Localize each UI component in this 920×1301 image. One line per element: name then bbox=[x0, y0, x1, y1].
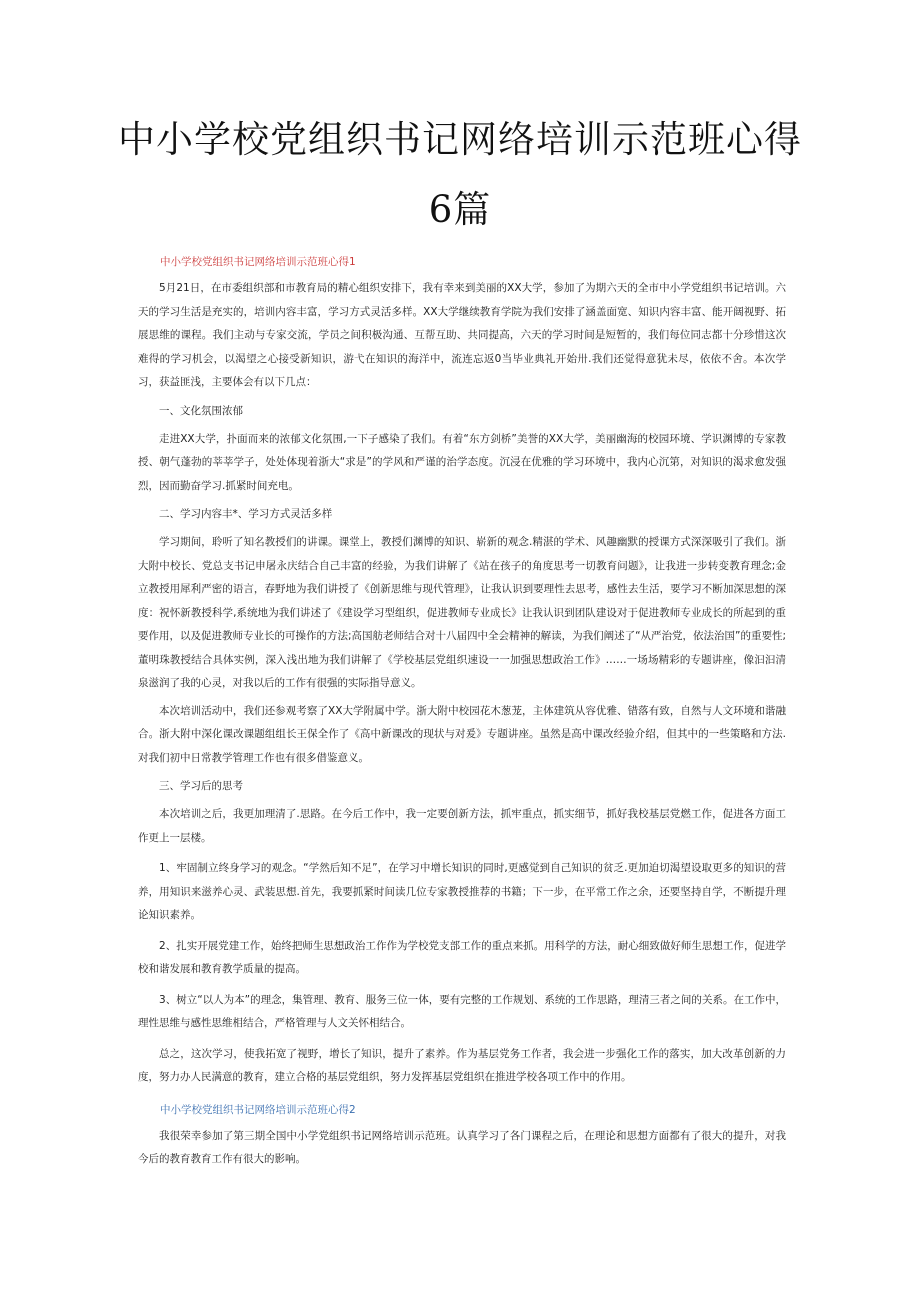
document-title-count: 6篇 bbox=[428, 188, 492, 231]
paragraph: 本次培训活动中，我们还参观考察了XX大学附属中学。浙大附中校园花木葱茏，主体建筑从容优雅、错落有致，自然与人文环境和谐融合。浙大附中深化课改课题组组长王保全作了《高中新课改的现状与对爰》专题讲座。虽然是高中课改经验介绍，但其中的一些策略和方法.对我们初中日常教学管理工作也有很多借鉴意义。 bbox=[138, 704, 786, 764]
document-body bbox=[138, 249, 786, 1172]
section-1-link[interactable]: 中小学校党组织书记网络培训示范班心得1 bbox=[160, 256, 356, 268]
paragraph: 本次培训之后，我更加理清了.思路。在今后工作中，我一定要创新方法，抓牢重点，抓实细节，抓好我校基层党燃工作，促进各方面工作更上一层楼。 bbox=[138, 808, 786, 844]
paragraph: 我很荣幸参加了第三期全国中小学党组织书记网络培训示范班。认真学习了各门课程之后，在理论和思想方面都有了很大的提升，对我今后的教育教育工作有很大的影响。 bbox=[138, 1129, 786, 1165]
section-heading: 二、学习内容丰*、学习方式灵活多样 bbox=[159, 508, 333, 520]
paragraph: 总之，这次学习，使我拓宽了视野，增长了知识，提升了素养。作为基层党务工作者，我会进一步强化工作的落实，加大改革创新的力度，努力办人民满意的教育，建立合格的基层党组织，努力发挥基层党组织在推进学校各项工作中的作用。 bbox=[138, 1047, 786, 1083]
paragraph: 走进XX大学，扑面而来的浓郁文化氛围,一下子感染了我们。有着“东方剑桥”美誉的XX大学，美丽幽海的校园环境、学识渊博的专家教授、朝气蓬勃的莘莘学子，处处体现着浙大“求是”的学风和严谨的治学态度。沉浸在优雅的学习环境中，我内心沉第，对知识的渴求愈发强烈，因而勤奋学习.抓紧时间充电。 bbox=[138, 432, 786, 492]
document-title: 中小学校党组织书记网络培训示范班心得 bbox=[118, 118, 802, 161]
paragraph: 2、扎实开展党建工作，始终把师生思想政治工作作为学校党支部工作的重点来抓。用科学的方法，耐心细致做好师生思想工作，促进学校和谐发展和教育教学质量的提高。 bbox=[138, 939, 786, 975]
paragraph: 3、树立“以人为本”的理念，集管理、教育、服务三位一体，要有完整的工作规划、系统的工作思路，理清三者之间的关系。在工作中，理性思维与感性思维相结合，严格管理与人文关怀相结合。 bbox=[138, 993, 786, 1029]
section-heading: 三、学习后的思考 bbox=[159, 780, 243, 792]
section-heading: 一、文化氛围浓郁 bbox=[159, 404, 243, 417]
paragraph: 学习期间，聆听了知名教授们的讲课。课堂上，教授们渊博的知识、崭新的观念.精湛的学术、风趣幽默的授课方式深深吸引了我们。浙大附中校长、党总支书记申屠永庆结合自己丰富的经验，为我们讲解了《站在孩子的角度思考一切教育问题》，让我进一步转变教育理念;金立教授用犀利严密的语言，春野地为我们讲授了《创新思维与现代管理》，让我认识到要理性去思考，感性去生活，要学习不断加深思想的深度：祝怀新教授科学,系统地为我们讲述了《建设学习型组织，促进教师专业成长》让我认识到团队建设对于促进教师专业成长的所起到的重要作用，以及促进教师专业长的可操作的方法;高国舫老师结合对十八届四中全会精神的解读，为我们阐述了“从严治党，依法治国”的重要性;董明珠教授结合具体实例，深入浅出地为我们讲解了《学校基层党组织速设一一加强思想政治工作》……一场场精彩的专题讲座，像汩汩清泉滋润了我的心灵，对我以后的工作有很强的实际指导意义。 bbox=[138, 536, 786, 689]
section-2-link[interactable]: 中小学校党组织书记网络培训示范班心得2 bbox=[160, 1103, 356, 1116]
paragraph: 5月21日，在市委组织部和市教育局的精心组织安排下，我有幸来到美丽的XX大学，参加了为期六天的全市中小学党组织书记培训。六天的学习生活是充实的，培训内容丰富，学习方式灵活多样。XX大学继续教育学院为我们安排了涵盖面宽、知识内容丰富、能开阔视野、拓展思维的课程。我们主动与专家交流，学员之间积极沟通、互帮互助、共同提高，六天的学习时间是短暂的，我们每位同志都十分珍惜这次难得的学习机会，以渴望之心接受新知识，游弋在知识的海洋中，流连忘返0当毕业典礼开始卅.我们还觉得意犹未尽，依依不舍。本次学习，获益匪浅，主要体会有以下几点： bbox=[138, 282, 786, 388]
paragraph: 1、牢固制立终身学习的观念。“学然后知不足”，在学习中增长知识的同时,更感觉到自己知识的贫乏.更加迫切渴望设取更多的知识的营养，用知识来滋养心灵、武装思想.首先，我要抓紧时间读几位专家教授推荐的书籍；下一步，在平常工作之余，还要坚持自学，不断提升理论知识素养。 bbox=[138, 862, 786, 921]
